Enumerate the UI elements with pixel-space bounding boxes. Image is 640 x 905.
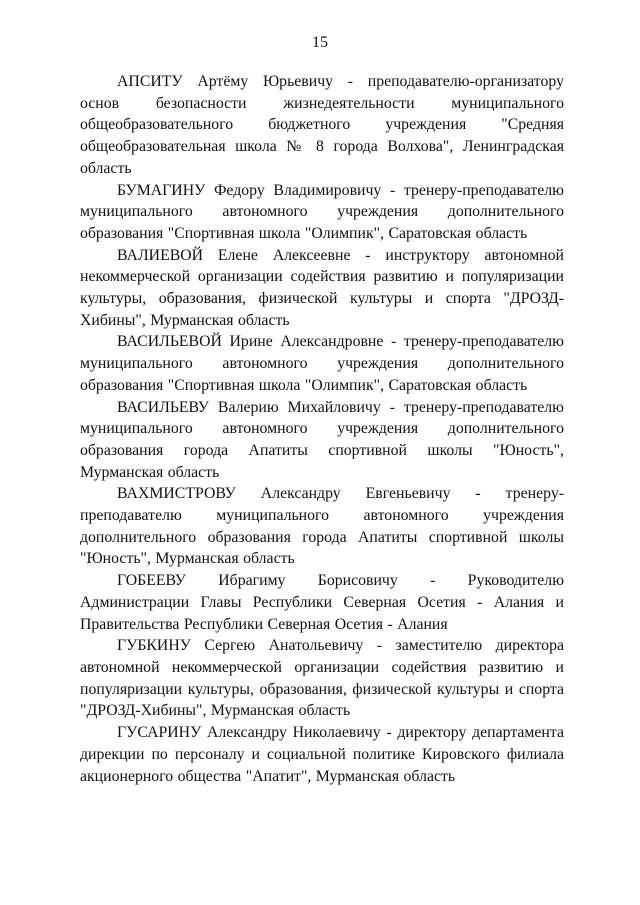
- recipient-entry: ВАСИЛЬЕВУ Валерию Михайловичу - тренеру-преподавателю муниципального автономного учреждения дополнительного образования города Апатиты спортивной школы "Юность", Мурманская область: [80, 398, 564, 481]
- recipient-entry: ВАСИЛЬЕВОЙ Ирине Александровне - тренеру-преподавателю муниципального автономного учреждения дополнительного образования "Спортивная школа "Олимпик", Саратовская область: [80, 333, 564, 394]
- recipient-entry: ВАХМИСТРОВУ Александру Евгеньевичу - тренеру-преподавателю муниципального автономного учреждения дополнительного образования города Апатиты спортивной школы "Юность", Мурманская область: [80, 485, 564, 568]
- page-number: 15: [312, 34, 328, 51]
- recipient-entry: ГУБКИНУ Сергею Анатольевичу - заместителю директора автономной некоммерческой организации содействия развитию и популяризации культуры, образования, физической культуры и спорта "ДРОЗД-Хибины", Мурманская область: [80, 637, 564, 720]
- award-recipient-list: [80, 71, 564, 787]
- recipient-entry: ГОБЕЕВУ Ибрагиму Борисовичу - Руководителю Администрации Главы Республики Северная Осетия - Алания и Правительства Республики Северная Осетия - Алания: [80, 572, 564, 633]
- recipient-entry: ГУСАРИНУ Александру Николаевичу - директору департамента дирекции по персоналу и социальной политике Кировского филиала акционерного общества "Апатит", Мурманская область: [80, 724, 564, 785]
- recipient-entry: АПСИТУ Артёму Юрьевичу - преподавателю-организатору основ безопасности жизнедеятельности муниципального общеобразовательного бюджетного учреждения "Средняя общеобразовательная школа № 8 города Волхова", Ленинградская область: [80, 73, 564, 177]
- recipient-entry: ВАЛИЕВОЙ Елене Алексеевне - инструктору автономной некоммерческой организации содействия развитию и популяризации культуры, образования, физической культуры и спорта "ДРОЗД-Хибины", Мурманская область: [80, 246, 564, 329]
- recipient-entry: БУМАГИНУ Федору Владимировичу - тренеру-преподавателю муниципального автономного учреждения дополнительного образования "Спортивная школа "Олимпик", Саратовская область: [80, 181, 564, 242]
